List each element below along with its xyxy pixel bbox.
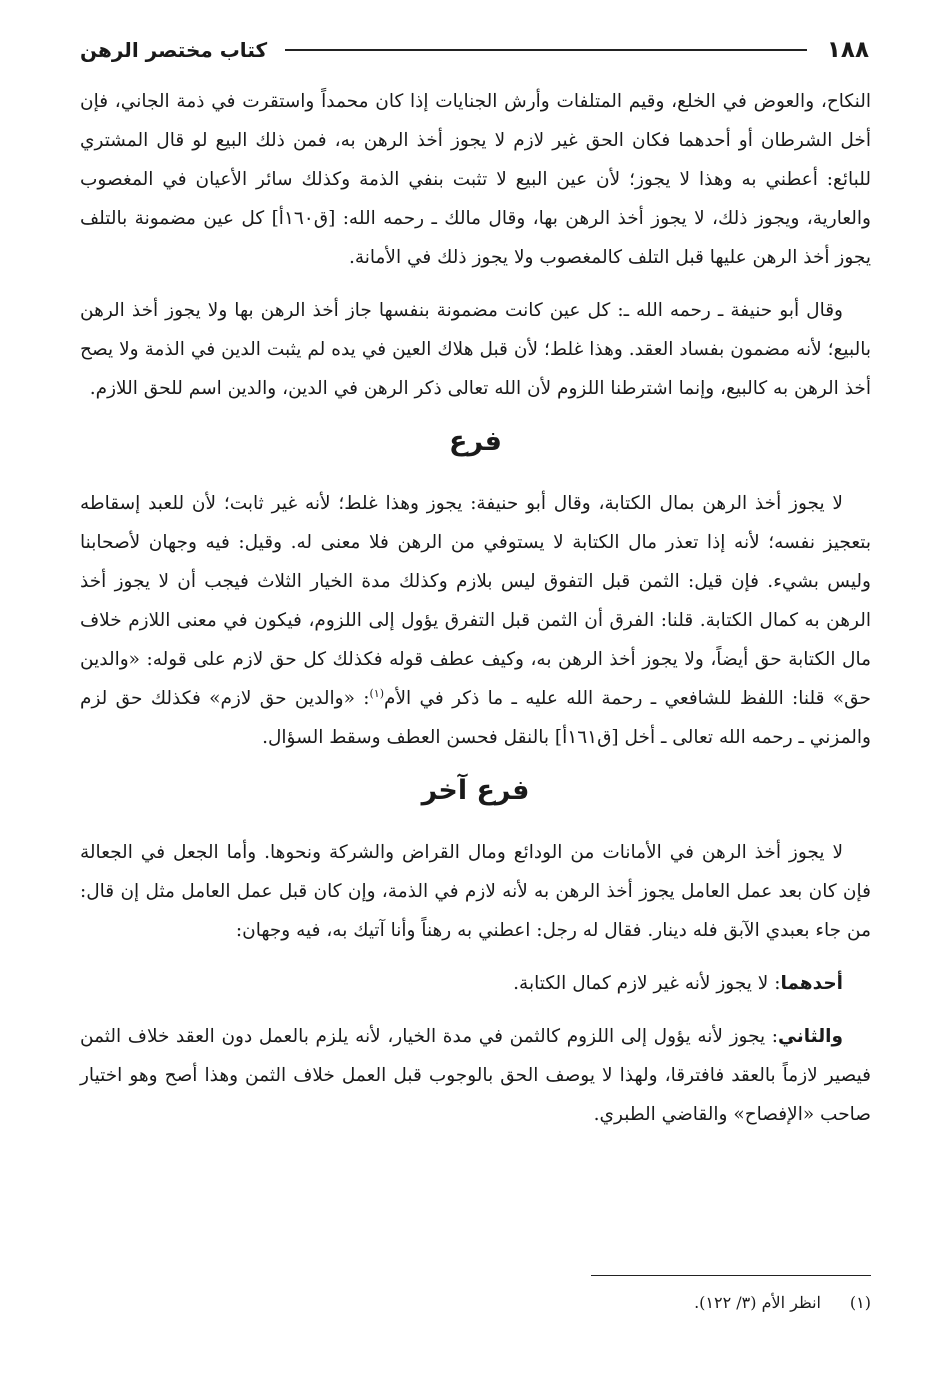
body-text (80, 82, 871, 1148)
footnote-text: انظر الأم (٣/ ١٢٢). (694, 1293, 821, 1312)
section-heading-far-akhar: فرع آخر (421, 775, 530, 806)
paragraph-6 (80, 1017, 871, 1134)
page-number: ١٨٨ (826, 37, 869, 63)
paragraph-3 (80, 484, 871, 757)
footnote-rule (591, 1275, 871, 1276)
book-title: كتاب مختصر الرهن (80, 38, 268, 62)
paragraph-3-part-b: : «والدين حق لازم» فكذلك حق لزم والمزني ـ رحمه الله تعالى ـ أخل [ق١٦١أ] بالنقل فحسن العطف وسقط السؤال. (80, 688, 871, 748)
footnote (80, 1290, 871, 1316)
paragraph-3-part-a: لا يجوز أخذ الرهن بمال الكتابة، وقال أبو حنيفة: يجوز وهذا غلط؛ لأنه غير ثابت؛ لأن للعبد إسقاطه بتعجيز نفسه؛ لأنه إذا تعذر مال الكتابة لا يستوفي من الرهن فلا معنى له. وقيل: فيه وجهان لأصحابنا وليس بشيء. فإن قيل: الثمن قبل التفوق ليس بلازم وكذلك مدة الخيار الثلاث فيجب أن لا يجوز أخذ الرهن به كمال الكتابة. قلنا: الفرق أن الثمن قبل التفرق يؤول إلى اللزوم، فيكون في معنى اللازم خلاف مال الكتابة حق أيضاً، ولا يجوز أخذ الرهن به، وكيف عطف قوله فكذلك كل حق لازم على قوله: «والدين حق» قلنا: اللفظ للشافعي ـ رحمة الله عليه ـ ما ذكر في الأم (80, 493, 871, 709)
paragraph-5-lead: أحدهما (780, 973, 843, 994)
section-heading-far: فرع (449, 426, 502, 457)
footnote-number: (١) (849, 1293, 871, 1312)
paragraph-1: النكاح، والعوض في الخلع، وقيم المتلفات وأرش الجنايات إذا كان محمداً واستقرت في ذمة الجاني، فإن أخل الشرطان أو أحدهما فكان الحق غير لازم لا يجوز أخذ الرهن به، فمن ذلك البيع لو قال المشتري للبائع: أعطني به وهذا لا يجوز؛ لأن عين البيع لا تثبت بنفي الذمة وكذلك سائر الأعيان في المغصوب والعارية، ويجوز ذلك، لا يجوز أخذ الرهن بها، وقال مالك ـ رحمه الله: [ق١٦٠أ] كل عين مضمونة بالتلف يجوز أخذ الرهن عليها قبل التلف كالمغصوب ولا يجوز ذلك في الأمانة. (80, 91, 871, 268)
paragraph-6-text: : يجوز لأنه يؤول إلى اللزوم كالثمن في مدة الخيار، لأنه يلزم بالعمل دون العقد خلاف الثمن فيصير لازماً بالعقد فافترقا، ولهذا لا يوصف الحق بالوجوب قبل العمل خلاف الثمن وهذا أصح وهو اختيار صاحب «الإفصاح» والقاضي الطبري. (80, 1026, 871, 1125)
paragraph-2: وقال أبو حنيفة ـ رحمه الله ـ: كل عين كانت مضمونة بنفسها جاز أخذ الرهن بها ولا يجوز أخذ الرهن بالبيع؛ لأنه مضمون بفساد العقد. وهذا غلط؛ لأن قبل هلاك العين في يده لم يثبت الدين في الذمة ولا يصح أخذ الرهن به كالبيع، وإنما اشترطنا اللزوم لأن الله تعالى ذكر الرهن في الدين، والدين اسم للحق اللازم. (80, 300, 871, 399)
running-header (80, 34, 869, 66)
paragraph-5-text: : لا يجوز لأنه غير لازم كمال الكتابة. (513, 973, 781, 994)
header-rule (285, 49, 807, 51)
footnote-ref: (١) (369, 686, 384, 700)
paragraph-4: لا يجوز أخذ الرهن في الأمانات من الودائع ومال القراض والشركة ونحوها. وأما الجعل في الجعالة فإن كان بعد عمل العامل يجوز أخذ الرهن به لأنه لازم في الذمة، وإن كان قبل عمل العامل مثل إن قال: من جاء بعبدي الآبق فله دينار. فقال له رجل: اعطني به رهناً وأنا آتيك به، فيه وجهان: (80, 842, 871, 941)
paragraph-6-lead: والثاني (778, 1026, 843, 1047)
paragraph-5 (80, 964, 871, 1003)
